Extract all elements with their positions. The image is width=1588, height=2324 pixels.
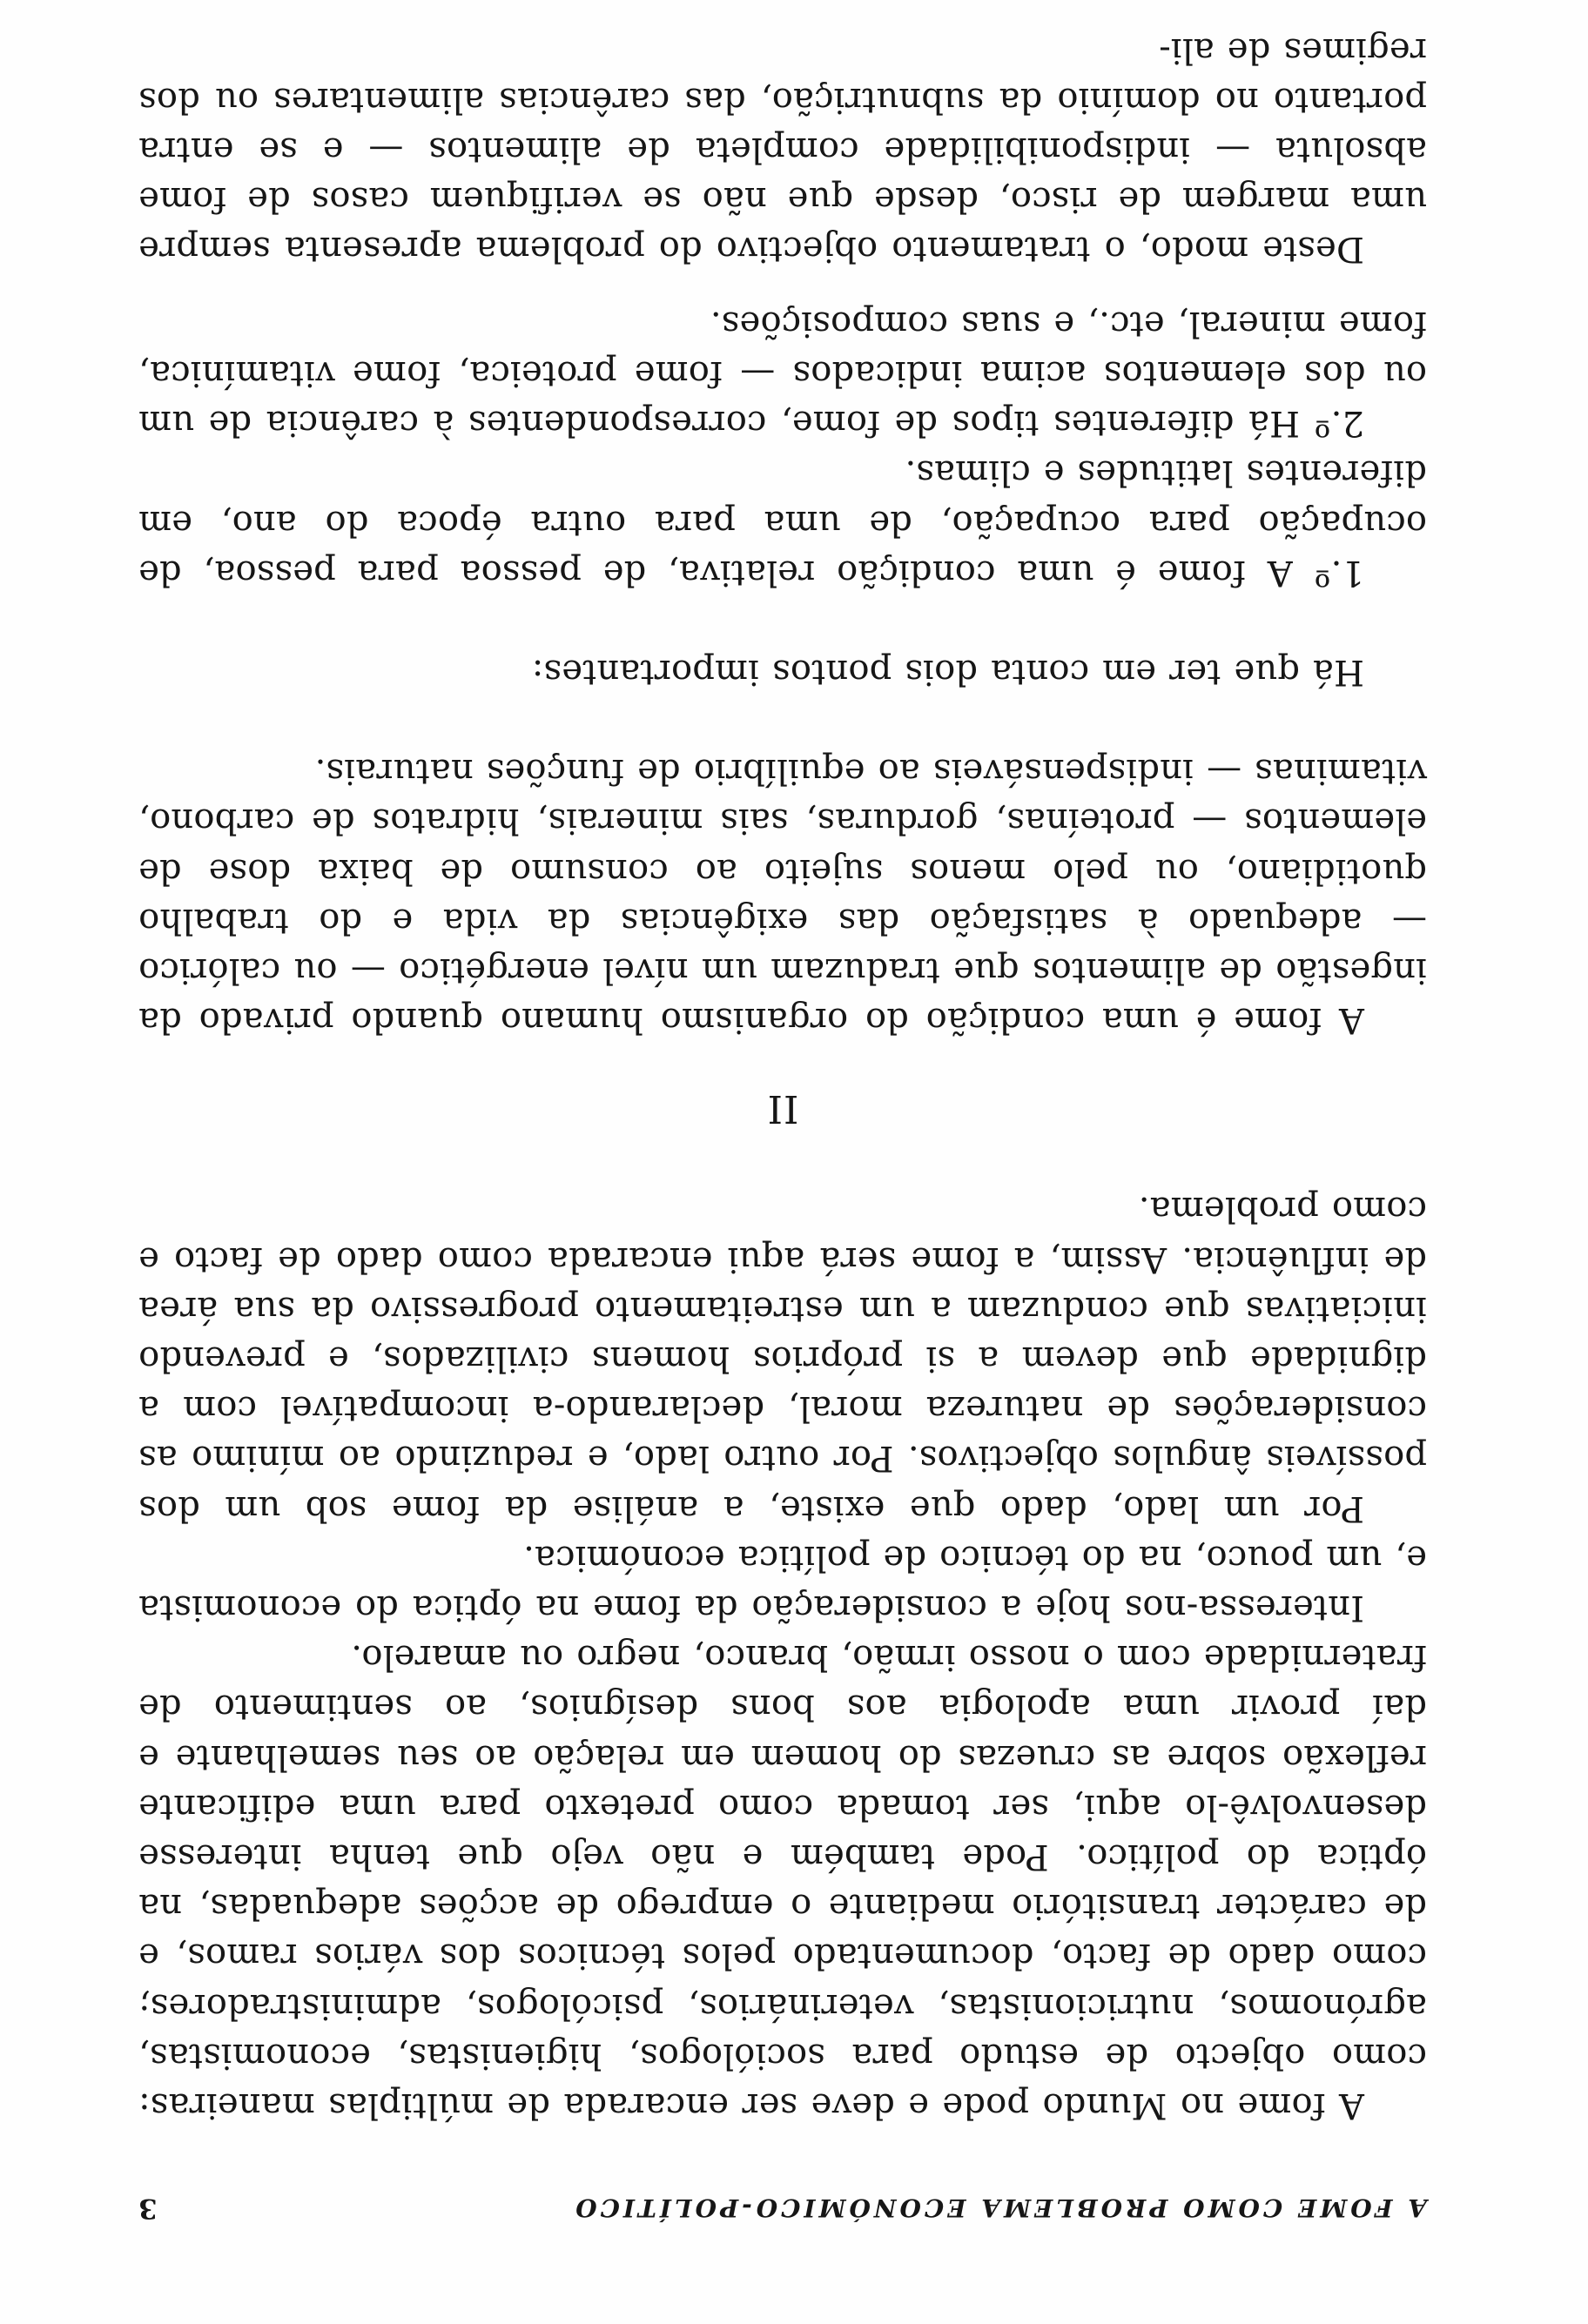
page-content (138, 24, 1427, 2130)
paragraph-analise-fome: Por um lado, dado que existe, a análise da fome sob um dos possíveis ângulos objectivos. Por outro lado, e reduzindo ao mínimo as considerações de natureza moral, declarando-a incompatível com a dignidade que devem a si próprios homens civilizados, e prevendo iniciativas que conduzam a um estreitamento progressivo da sua área de influência. Assim, a fome será aqui encarada como dado de facto e como problema. (138, 1189, 1427, 1528)
running-head-title: A FOME COMO PROBLEMA ECONÓMICO-POLÍTICO (572, 2193, 1427, 2222)
paragraph-dois-pontos: Há que ter em conta dois pontos importantes: (531, 651, 1364, 692)
page-number: 3 (138, 2193, 158, 2224)
paragraph-economista: Interessa-nos hoje a consideração da fome na óptica do economista e, um pouco, na do técnico de política económica. (138, 1537, 1427, 1628)
section-heading: II (766, 1086, 799, 1132)
paragraph-ponto-um: 1.º A fome é uma condição relativa, de pessoa para pessoa, de ocupação para ocupação, de uma para outra época do ano, em diferentes latitudes e climas. (138, 453, 1427, 593)
paragraph-spacing (138, 696, 1427, 746)
paragraph-fome-maneiras: A fome no Mundo pode e deve ser encarada de múltiplas maneiras: como objecto de estudo para sociólogos, higienistas, economistas, agrónomos, nutricionistas, veterinários, psicólogos, administradores; como dado de facto, documentado pelos técnicos dos vários ramos, e de carácter transitório mediante o emprego de acções adequadas, na óptica do político. Pode também e não vejo que tenha interesse desenvolvê-lo aqui, ser tomada como pretexto para uma edificante reflexão sobre as cruezas do homem em relação ao seu semelhante e daí provir uma apologia aos bons desígnios, ao sentimento de fraternidade com o nosso irmão, branco, negro ou amarelo. (138, 1637, 1427, 2126)
running-head (138, 2172, 1427, 2224)
page-text-block (138, 24, 1427, 2224)
paragraph-spacing (138, 597, 1427, 647)
paragraph-condicao-organismo: A fome é uma condição do organismo humano quando privado da ingestão de alimentos que traduzam um nível energético — ou calórico — adequado à satisfação das exigências da vida e do trabalho quotidiano, ou pelo menos sujeito ao consumo de baixa dose de elementos — proteínas, gorduras, sais minerais, hidratos de carbono, vitaminas — indispensáveis ao equilíbrio de funções naturais. (138, 751, 1427, 1041)
paragraph-ponto-dois: 2.º Há diferentes tipos de fome, correspondentes à carência de um ou dos elementos acima indicados — fome proteica, fome vitamínica, fome mineral, etc., e suas composições. (138, 303, 1427, 444)
paragraph-spacing (138, 274, 1427, 299)
paragraph-tratamento-objectivo: Deste modo, o tratamento objectivo do problema apresenta sempre uma margem de risco, desde que não se verifiquem casos de fome absoluta — indisponibilidade completa de alimentos — e se entra portanto no domínio da subnutrição, das carências alimentares ou dos regimes de ali- (138, 30, 1427, 270)
